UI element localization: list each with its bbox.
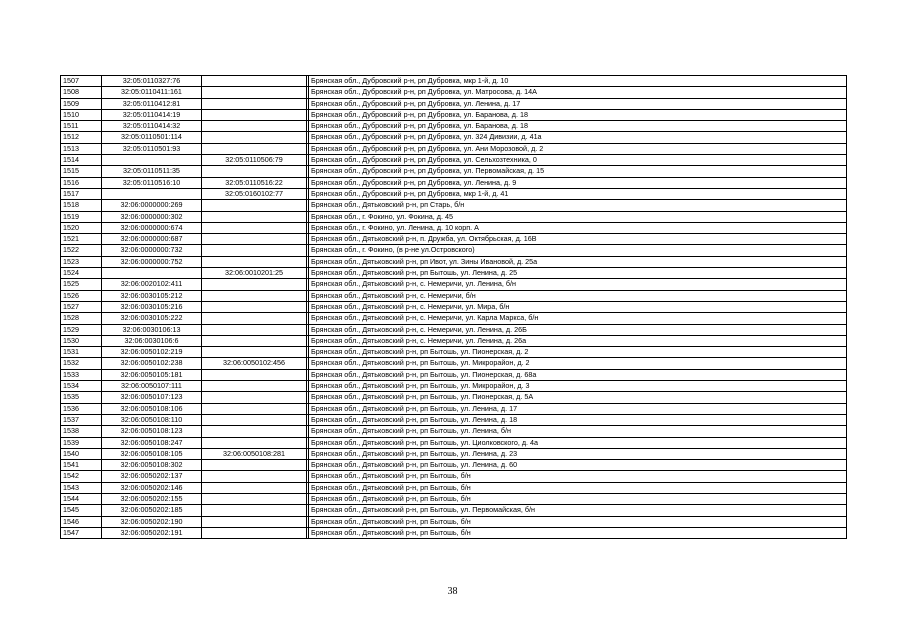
address-cell: Брянская обл., Дятьковский р-н, рп Старь, б/н — [309, 200, 847, 211]
table-row — [61, 98, 847, 109]
row-number-cell: 1508 — [61, 87, 102, 98]
address-cell: Брянская обл., Дятьковский р-н, рп Бытошь, ул. Ленина, д. 25 — [309, 268, 847, 279]
address-cell: Брянская обл., Дубровский р-н, рп Дубровка, мкр 1-й, д. 10 — [309, 76, 847, 87]
table-row — [61, 76, 847, 87]
row-number-cell: 1546 — [61, 516, 102, 527]
row-number-cell: 1534 — [61, 381, 102, 392]
table-row — [61, 143, 847, 154]
table-row — [61, 493, 847, 504]
address-cell: Брянская обл., Дубровский р-н, рп Дубровка, ул. Ленина, д. 17 — [309, 98, 847, 109]
address-cell: Брянская обл., Дубровский р-н, рп Дубровка, ул. Матросова, д. 14А — [309, 87, 847, 98]
address-cell: Брянская обл., Дятьковский р-н, рп Бытошь, б/н — [309, 482, 847, 493]
cadastral-number-cell: 32:05:0110511:35 — [102, 166, 202, 177]
cadastral-number-cell: 32:05:0110414:32 — [102, 121, 202, 132]
cadastral-number-cell: 32:05:0110516:10 — [102, 177, 202, 188]
cadastral-number-extra-cell — [202, 527, 307, 538]
table-body — [61, 76, 847, 539]
row-number-cell: 1514 — [61, 155, 102, 166]
row-number-cell: 1513 — [61, 143, 102, 154]
row-number-cell: 1539 — [61, 437, 102, 448]
cadastral-number-extra-cell: 32:05:0110506:79 — [202, 155, 307, 166]
row-number-cell: 1530 — [61, 335, 102, 346]
cadastral-number-cell: 32:06:0050202:185 — [102, 505, 202, 516]
address-cell: Брянская обл., Дубровский р-н, рп Дубровка, ул. Сельхозтехника, 0 — [309, 155, 847, 166]
address-cell: Брянская обл., Дятьковский р-н, рп Бытошь, б/н — [309, 527, 847, 538]
address-cell: Брянская обл., Дятьковский р-н, рп Бытошь, ул. Пионерская, д. 5А — [309, 392, 847, 403]
address-cell: Брянская обл., Дубровский р-н, рп Дубровка, ул. Ленина, д. 9 — [309, 177, 847, 188]
cadastral-number-cell: 32:06:0050108:110 — [102, 414, 202, 425]
address-cell: Брянская обл., Дятьковский р-н, рп Бытошь, ул. Пионерская, д. 68а — [309, 369, 847, 380]
table-row — [61, 256, 847, 267]
table-row — [61, 516, 847, 527]
row-number-cell: 1511 — [61, 121, 102, 132]
row-number-cell: 1518 — [61, 200, 102, 211]
row-number-cell: 1528 — [61, 313, 102, 324]
cadastral-number-extra-cell — [202, 493, 307, 504]
cadastral-number-cell: 32:06:0030106:6 — [102, 335, 202, 346]
table-row — [61, 301, 847, 312]
row-number-cell: 1510 — [61, 109, 102, 120]
row-number-cell: 1509 — [61, 98, 102, 109]
cadastral-number-extra-cell: 32:05:0110516:22 — [202, 177, 307, 188]
cadastral-number-extra-cell — [202, 335, 307, 346]
table-row — [61, 268, 847, 279]
table-row — [61, 335, 847, 346]
table-row — [61, 132, 847, 143]
table-row — [61, 211, 847, 222]
table-row — [61, 222, 847, 233]
cadastral-number-cell: 32:06:0050202:190 — [102, 516, 202, 527]
address-cell: Брянская обл., г. Фокино, (в р-не ул.Островского) — [309, 245, 847, 256]
cadastral-number-cell: 32:06:0000000:269 — [102, 200, 202, 211]
table-row — [61, 347, 847, 358]
table-row — [61, 155, 847, 166]
address-cell: Брянская обл., Дятьковский р-н, рп Бытошь, ул. Микрорайон, д. 2 — [309, 358, 847, 369]
row-number-cell: 1523 — [61, 256, 102, 267]
address-cell: Брянская обл., Дубровский р-н, рп Дубровка, ул. Ани Морозовой, д. 2 — [309, 143, 847, 154]
address-cell: Брянская обл., Дубровский р-н, рп Дубровка, ул. Первомайская, д. 15 — [309, 166, 847, 177]
address-cell: Брянская обл., Дятьковский р-н, с. Немеричи, ул. Ленина, д. 26а — [309, 335, 847, 346]
cadastral-number-cell: 32:06:0030106:13 — [102, 324, 202, 335]
cadastral-number-extra-cell — [202, 245, 307, 256]
address-cell: Брянская обл., г. Фокино, ул. Ленина, д. 10 корп. А — [309, 222, 847, 233]
table-row — [61, 426, 847, 437]
cadastral-number-cell: 32:06:0050108:106 — [102, 403, 202, 414]
row-number-cell: 1527 — [61, 301, 102, 312]
address-cell: Брянская обл., Дубровский р-н, рп Дубровка, мкр 1-й, д. 41 — [309, 188, 847, 199]
cadastral-number-cell — [102, 188, 202, 199]
table-row — [61, 437, 847, 448]
address-cell: Брянская обл., Дятьковский р-н, с. Немеричи, ул. Карла Маркса, б/н — [309, 313, 847, 324]
cadastral-number-extra-cell — [202, 437, 307, 448]
cadastral-number-extra-cell — [202, 369, 307, 380]
table-row — [61, 471, 847, 482]
address-cell: Брянская обл., Дятьковский р-н, рп Бытошь, б/н — [309, 493, 847, 504]
row-number-cell: 1521 — [61, 234, 102, 245]
row-number-cell: 1516 — [61, 177, 102, 188]
cadastral-number-cell: 32:05:0110411:161 — [102, 87, 202, 98]
cadastral-number-extra-cell — [202, 121, 307, 132]
row-number-cell: 1541 — [61, 460, 102, 471]
cadastral-number-extra-cell — [202, 76, 307, 87]
table-row — [61, 392, 847, 403]
table-row — [61, 245, 847, 256]
cadastral-number-extra-cell — [202, 211, 307, 222]
cadastral-number-extra-cell — [202, 132, 307, 143]
address-cell: Брянская обл., Дятьковский р-н, рп Ивот, ул. Зины Ивановой, д. 25а — [309, 256, 847, 267]
cadastral-number-cell: 32:06:0050202:137 — [102, 471, 202, 482]
cadastral-number-cell: 32:06:0000000:732 — [102, 245, 202, 256]
row-number-cell: 1540 — [61, 448, 102, 459]
cadastral-number-cell: 32:06:0000000:752 — [102, 256, 202, 267]
cadastral-number-cell: 32:06:0050105:181 — [102, 369, 202, 380]
cadastral-number-cell: 32:06:0050108:247 — [102, 437, 202, 448]
cadastral-number-extra-cell — [202, 516, 307, 527]
address-cell: Брянская обл., Дятьковский р-н, рп Бытошь, ул. Ленина, д. 18 — [309, 414, 847, 425]
address-cell: Брянская обл., Дятьковский р-н, рп Бытошь, ул. Пионерская, д. 2 — [309, 347, 847, 358]
address-cell: Брянская обл., Дятьковский р-н, рп Бытошь, ул. Ленина, д. 60 — [309, 460, 847, 471]
cadastral-number-cell: 32:06:0050108:123 — [102, 426, 202, 437]
table-row — [61, 87, 847, 98]
cadastral-number-extra-cell: 32:06:0050102:456 — [202, 358, 307, 369]
cadastral-number-extra-cell: 32:05:0160102:77 — [202, 188, 307, 199]
table-row — [61, 369, 847, 380]
table-row — [61, 166, 847, 177]
row-number-cell: 1544 — [61, 493, 102, 504]
row-number-cell: 1538 — [61, 426, 102, 437]
table-row — [61, 188, 847, 199]
cadastral-number-cell: 32:06:0050108:302 — [102, 460, 202, 471]
cadastral-number-extra-cell — [202, 505, 307, 516]
address-cell: Брянская обл., г. Фокино, ул. Фокина, д. 45 — [309, 211, 847, 222]
cadastral-number-extra-cell: 32:06:0050108:281 — [202, 448, 307, 459]
cadastral-number-cell: 32:06:0050108:105 — [102, 448, 202, 459]
cadastral-number-extra-cell — [202, 279, 307, 290]
row-number-cell: 1535 — [61, 392, 102, 403]
address-cell: Брянская обл., Дятьковский р-н, рп Бытошь, ул. Ленина, д. 17 — [309, 403, 847, 414]
cadastral-number-extra-cell — [202, 426, 307, 437]
table-row — [61, 358, 847, 369]
row-number-cell: 1525 — [61, 279, 102, 290]
cadastral-number-extra-cell — [202, 482, 307, 493]
cadastral-number-extra-cell — [202, 143, 307, 154]
row-number-cell: 1532 — [61, 358, 102, 369]
document-page — [60, 75, 846, 539]
table-row — [61, 200, 847, 211]
table-row — [61, 313, 847, 324]
row-number-cell: 1522 — [61, 245, 102, 256]
address-cell: Брянская обл., Дятьковский р-н, с. Немеричи, ул. Ленина, д. 26Б — [309, 324, 847, 335]
cadastral-number-extra-cell — [202, 471, 307, 482]
cadastral-number-cell: 32:06:0050107:111 — [102, 381, 202, 392]
table-row — [61, 290, 847, 301]
cadastral-number-cell: 32:06:0030105:212 — [102, 290, 202, 301]
cadastral-number-extra-cell — [202, 347, 307, 358]
address-cell: Брянская обл., Дятьковский р-н, рп Бытошь, б/н — [309, 516, 847, 527]
table-row — [61, 121, 847, 132]
row-number-cell: 1517 — [61, 188, 102, 199]
cadastral-number-cell — [102, 268, 202, 279]
cadastral-number-cell: 32:06:0050202:146 — [102, 482, 202, 493]
row-number-cell: 1512 — [61, 132, 102, 143]
address-cell: Брянская обл., Дятьковский р-н, с. Немеричи, ул. Мира, б/н — [309, 301, 847, 312]
cadastral-number-extra-cell — [202, 200, 307, 211]
row-number-cell: 1536 — [61, 403, 102, 414]
row-number-cell: 1537 — [61, 414, 102, 425]
cadastral-number-extra-cell — [202, 392, 307, 403]
cadastral-number-extra-cell — [202, 234, 307, 245]
table-row — [61, 234, 847, 245]
address-cell: Брянская обл., Дятьковский р-н, с. Немеричи, ул. Ленина, б/н — [309, 279, 847, 290]
cadastral-number-extra-cell — [202, 460, 307, 471]
cadastral-number-extra-cell — [202, 87, 307, 98]
address-cell: Брянская обл., Дятьковский р-н, п. Дружба, ул. Октябрьская, д. 16В — [309, 234, 847, 245]
address-cell: Брянская обл., Дятьковский р-н, рп Бытошь, ул. Первомайская, б/н — [309, 505, 847, 516]
table-row — [61, 177, 847, 188]
cadastral-number-extra-cell — [202, 381, 307, 392]
table-row — [61, 505, 847, 516]
row-number-cell: 1524 — [61, 268, 102, 279]
cadastral-number-extra-cell — [202, 256, 307, 267]
property-registry-table — [60, 75, 847, 539]
address-cell: Брянская обл., Дубровский р-н, рп Дубровка, ул. Баранова, д. 18 — [309, 121, 847, 132]
cadastral-number-cell: 32:06:0050102:219 — [102, 347, 202, 358]
cadastral-number-cell: 32:06:0000000:687 — [102, 234, 202, 245]
table-row — [61, 414, 847, 425]
cadastral-number-extra-cell — [202, 222, 307, 233]
table-row — [61, 381, 847, 392]
table-row — [61, 324, 847, 335]
cadastral-number-cell: 32:06:0020102:411 — [102, 279, 202, 290]
row-number-cell: 1519 — [61, 211, 102, 222]
cadastral-number-extra-cell — [202, 403, 307, 414]
row-number-cell: 1545 — [61, 505, 102, 516]
cadastral-number-cell: 32:06:0030105:216 — [102, 301, 202, 312]
cadastral-number-extra-cell — [202, 324, 307, 335]
address-cell: Брянская обл., Дятьковский р-н, рп Бытошь, ул. Микрорайон, д. 3 — [309, 381, 847, 392]
cadastral-number-cell: 32:06:0030105:222 — [102, 313, 202, 324]
address-cell: Брянская обл., Дятьковский р-н, с. Немеричи, б/н — [309, 290, 847, 301]
cadastral-number-cell: 32:05:0110414:19 — [102, 109, 202, 120]
table-row — [61, 279, 847, 290]
table-row — [61, 109, 847, 120]
row-number-cell: 1520 — [61, 222, 102, 233]
row-number-cell: 1529 — [61, 324, 102, 335]
cadastral-number-cell: 32:06:0000000:674 — [102, 222, 202, 233]
cadastral-number-extra-cell — [202, 414, 307, 425]
address-cell: Брянская обл., Дятьковский р-н, рп Бытошь, б/н — [309, 471, 847, 482]
table-row — [61, 403, 847, 414]
address-cell: Брянская обл., Дубровский р-н, рп Дубровка, ул. Баранова, д. 18 — [309, 109, 847, 120]
table-row — [61, 460, 847, 471]
cadastral-number-cell: 32:06:0050202:155 — [102, 493, 202, 504]
address-cell: Брянская обл., Дятьковский р-н, рп Бытошь, ул. Циолковского, д. 4а — [309, 437, 847, 448]
table-row — [61, 482, 847, 493]
cadastral-number-cell: 32:05:0110501:114 — [102, 132, 202, 143]
cadastral-number-cell: 32:05:0110327:76 — [102, 76, 202, 87]
table-row — [61, 448, 847, 459]
cadastral-number-cell: 32:06:0050107:123 — [102, 392, 202, 403]
cadastral-number-extra-cell — [202, 301, 307, 312]
page-number: 38 — [447, 586, 458, 597]
cadastral-number-extra-cell — [202, 109, 307, 120]
cadastral-number-cell: 32:05:0110412:81 — [102, 98, 202, 109]
row-number-cell: 1531 — [61, 347, 102, 358]
row-number-cell: 1547 — [61, 527, 102, 538]
cadastral-number-extra-cell — [202, 166, 307, 177]
cadastral-number-cell — [102, 155, 202, 166]
row-number-cell: 1543 — [61, 482, 102, 493]
cadastral-number-cell: 32:06:0050202:191 — [102, 527, 202, 538]
row-number-cell: 1526 — [61, 290, 102, 301]
row-number-cell: 1507 — [61, 76, 102, 87]
cadastral-number-extra-cell — [202, 290, 307, 301]
row-number-cell: 1533 — [61, 369, 102, 380]
cadastral-number-extra-cell — [202, 98, 307, 109]
row-number-cell: 1542 — [61, 471, 102, 482]
cadastral-number-extra-cell: 32:06:0010201:25 — [202, 268, 307, 279]
table-row — [61, 527, 847, 538]
address-cell: Брянская обл., Дубровский р-н, рп Дубровка, ул. 324 Дивизии, д. 41а — [309, 132, 847, 143]
address-cell: Брянская обл., Дятьковский р-н, рп Бытошь, ул. Ленина, б/н — [309, 426, 847, 437]
cadastral-number-cell: 32:06:0050102:238 — [102, 358, 202, 369]
cadastral-number-extra-cell — [202, 313, 307, 324]
row-number-cell: 1515 — [61, 166, 102, 177]
cadastral-number-cell: 32:06:0000000:302 — [102, 211, 202, 222]
cadastral-number-cell: 32:05:0110501:93 — [102, 143, 202, 154]
address-cell: Брянская обл., Дятьковский р-н, рп Бытошь, ул. Ленина, д. 23 — [309, 448, 847, 459]
